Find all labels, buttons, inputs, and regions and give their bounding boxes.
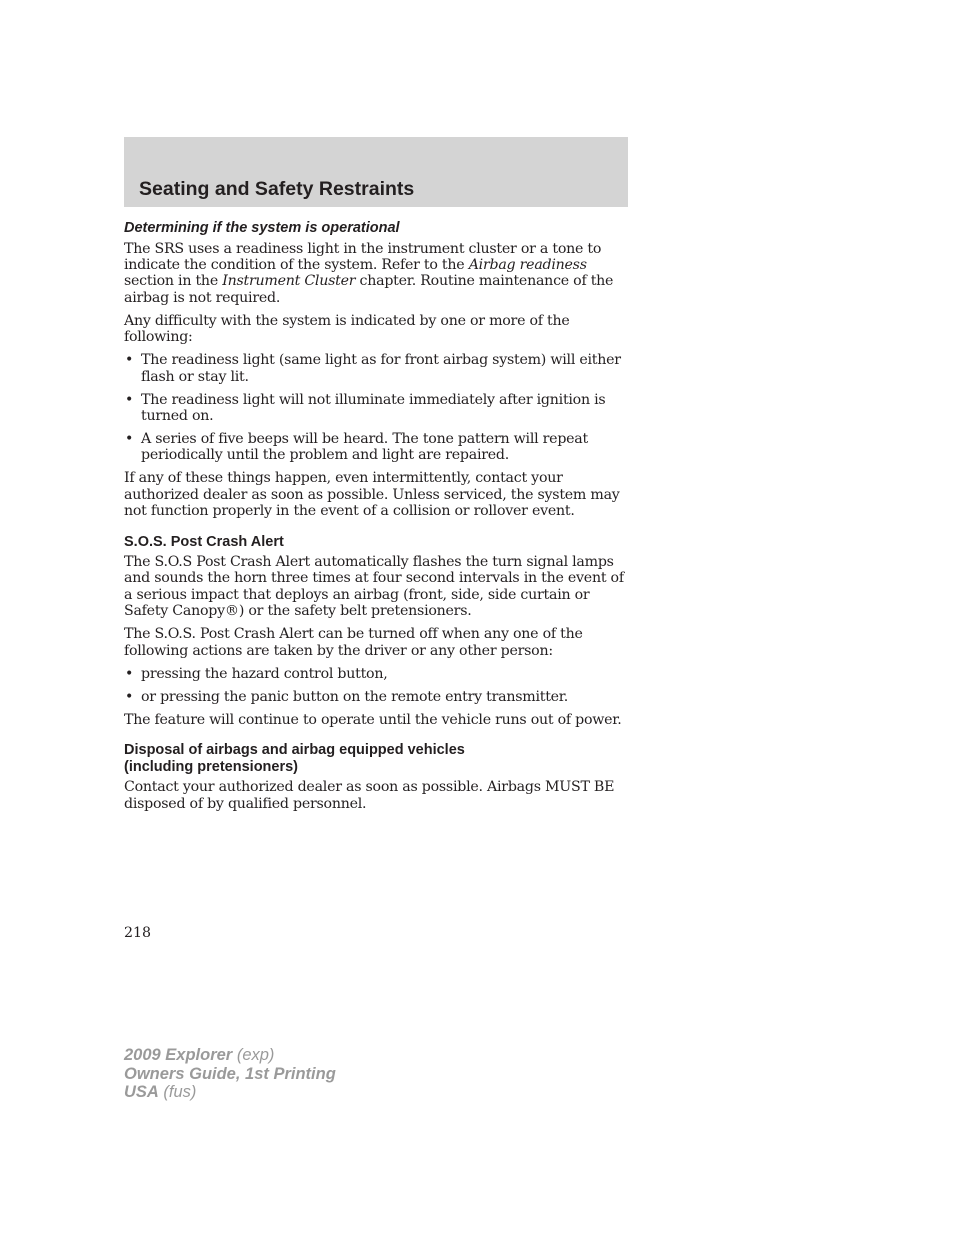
footer-printing: Owners Guide, 1st Printing bbox=[124, 1064, 336, 1083]
text-run: section in the bbox=[124, 273, 223, 290]
bullet-icon: • bbox=[125, 391, 134, 408]
bullet-icon: • bbox=[125, 665, 134, 682]
paragraph-disposal: Contact your authorized dealer as soon as possible. Airbags MUST BE disposed of by qualified personnel. bbox=[124, 779, 615, 812]
footer-line bbox=[124, 1083, 336, 1102]
list-item-text: pressing the hazard control button, bbox=[141, 665, 388, 682]
footer-line bbox=[124, 1046, 336, 1065]
reference-airbag-readiness: Airbag readiness bbox=[468, 256, 587, 273]
list-item bbox=[124, 431, 624, 464]
list-item bbox=[124, 392, 624, 425]
footer-market: USA bbox=[124, 1083, 159, 1101]
section-heading-disposal bbox=[124, 742, 624, 775]
list-item bbox=[124, 666, 624, 682]
footer-model-code: (exp) bbox=[232, 1046, 275, 1064]
list-item-text: A series of five beeps will be heard. The tone pattern will repeat periodically until the problem and light are repaired. bbox=[141, 430, 588, 464]
paragraph-sos-power: The feature will continue to operate until the vehicle runs out of power. bbox=[124, 711, 622, 728]
list-item bbox=[124, 352, 624, 385]
list-item-text: The readiness light will not illuminate immediately after ignition is turned on. bbox=[141, 391, 606, 424]
heading-line: (including pretensioners) bbox=[124, 758, 299, 775]
text-run: The SRS uses a readiness light in the instrument cluster or a tone to indicate the condition of the system. Refer to the bbox=[124, 240, 602, 273]
paragraph-sos-turn-off: The S.O.S. Post Crash Alert can be turned off when any one of the following actions are taken by the driver or any other person: bbox=[124, 626, 583, 659]
document-footer bbox=[124, 1046, 336, 1102]
chapter-header-band bbox=[124, 137, 628, 207]
bullet-icon: • bbox=[125, 688, 134, 705]
list-item-text: The readiness light (same light as for front airbag system) will either flash or stay lit. bbox=[141, 352, 621, 385]
text-run: chapter. Routine maintenance of the airbag is not required. bbox=[124, 273, 614, 306]
page-content bbox=[124, 220, 624, 819]
footer-model: 2009 Explorer bbox=[124, 1046, 233, 1064]
footer-line bbox=[124, 1065, 336, 1084]
difficulty-list bbox=[124, 352, 624, 464]
heading-line: Disposal of airbags and airbag equipped vehicles bbox=[124, 742, 465, 759]
paragraph-srs-readiness bbox=[124, 241, 624, 307]
paragraph-difficulty-intro: Any difficulty with the system is indicated by one or more of the following: bbox=[124, 312, 570, 346]
bullet-icon: • bbox=[125, 430, 134, 447]
page-number: 218 bbox=[124, 925, 152, 941]
section-heading-sos: S.O.S. Post Crash Alert bbox=[124, 533, 284, 550]
footer-market-code: (fus) bbox=[158, 1083, 197, 1101]
reference-instrument-cluster: Instrument Cluster bbox=[222, 273, 356, 290]
bullet-icon: • bbox=[125, 352, 134, 369]
list-item bbox=[124, 689, 624, 705]
section-heading-operational: Determining if the system is operational bbox=[124, 220, 400, 236]
paragraph-contact-dealer: If any of these things happen, even intermittently, contact your authorized dealer as soon as possible. Unless serviced, the system may not function properly in the event of a collision or rollover event. bbox=[124, 470, 620, 520]
chapter-title: Seating and Safety Restraints bbox=[139, 178, 415, 200]
paragraph-sos-description: The S.O.S Post Crash Alert automatically flashes the turn signal lamps and sounds the horn three times at four second intervals in the event of a serious impact that deploys an airbag (front, side, side curtain or Safety Canopy®) or the safety belt pretensioners. bbox=[124, 554, 624, 620]
list-item-text: or pressing the panic button on the remote entry transmitter. bbox=[141, 688, 569, 705]
sos-actions-list bbox=[124, 666, 624, 705]
